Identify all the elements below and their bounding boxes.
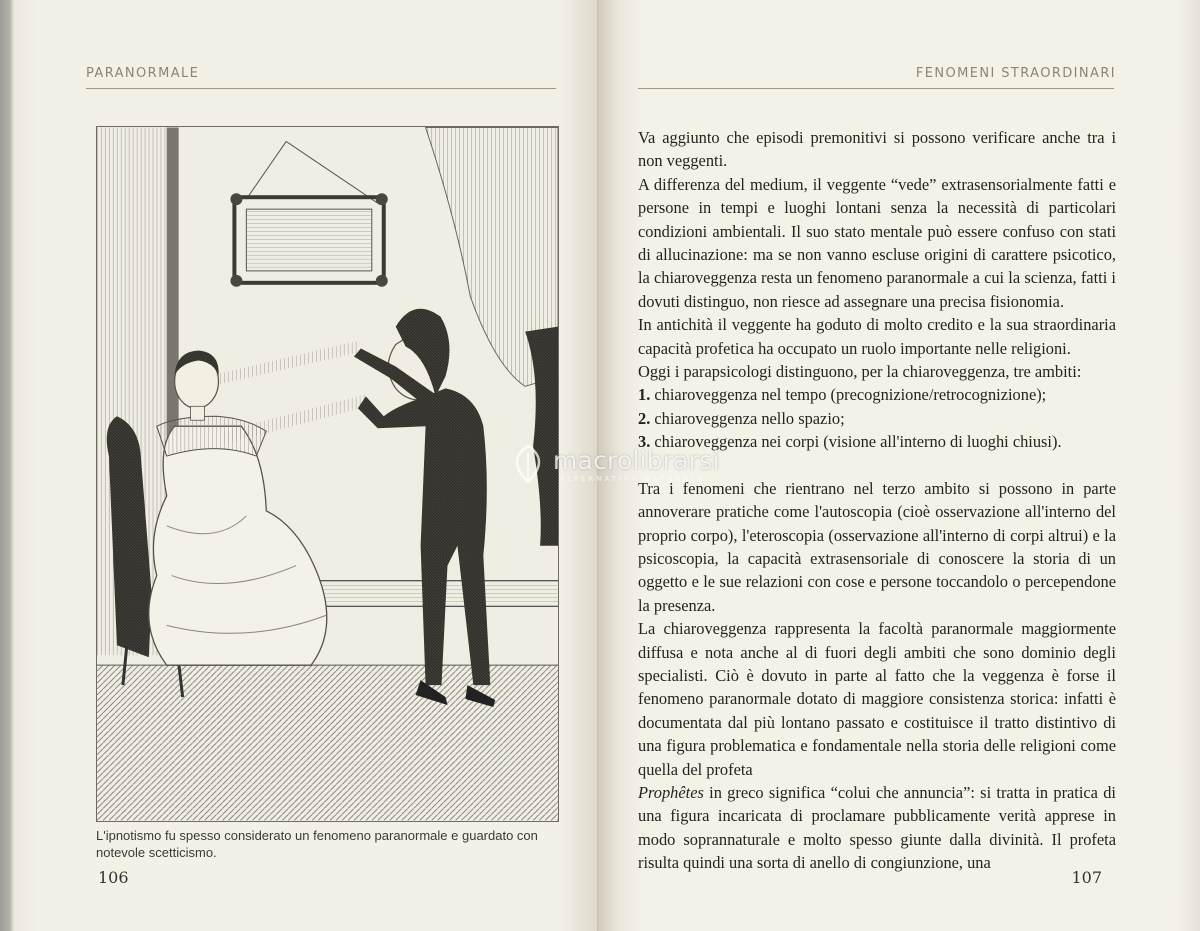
italic-term: Prophêtes <box>638 782 704 802</box>
body-text <box>638 126 1116 875</box>
engraving-illustration <box>96 126 559 822</box>
list-number: 1. <box>638 385 651 405</box>
figure-caption: L'ipnotismo fu spesso considerato un fenomeno paranormale e guardato con notevole scetticismo. <box>96 828 538 860</box>
paragraph: In antichità il veggente ha goduto di molto credito e la sua straordinaria capacità profetica ha occupato un ruolo importante nelle religioni. <box>638 315 1116 358</box>
running-head-left: PARANORMALE <box>86 66 200 81</box>
hypnotism-engraving <box>97 127 558 821</box>
list-text: chiaroveggenza nello spazio; <box>654 408 845 428</box>
paragraph <box>638 781 1116 875</box>
list-number: 2. <box>638 408 651 428</box>
header-rule-left <box>86 88 556 89</box>
list-text: chiaroveggenza nel tempo (precognizione/retrocognizione); <box>654 385 1047 405</box>
watermark-tagline: ALTERNATIVA NATURALE <box>560 475 706 483</box>
page-number-right: 107 <box>1071 868 1102 887</box>
page-number-left: 106 <box>98 868 129 887</box>
paragraph: A differenza del medium, il veggente “vede” extrasensorialmente fatti e persone in tempi e luoghi lontani senza la necessità di particolari condizioni ambientali. Il suo stato mentale può essere confuso con stati di allucinazione: ma se non vanno escluse origini di carattere psicotico, la chiaroveggenza resta un fenomeno paranormale a cui la scienza, fatti i dovuti distinguo, non riesce ad assegnare una precisa fisionomia. <box>638 174 1116 311</box>
paragraph: La chiaroveggenza rappresenta la facoltà paranormale maggiormente diffusa e nota anche al di fuori degli ambiti che sono dominio degli specialisti. Ciò è dovuto in parte al fatto che la veggenza è forse il fenomeno paranormale dotato di maggiore consistenza storica: infatti è documentata dal più lontano passato e costituisce il tratto distintivo di una figura problematica e fondamentale nella storia delle religioni come quella del profeta <box>638 619 1116 779</box>
watermark-brand: macrolibrarsi <box>553 446 720 475</box>
list-item <box>638 407 1116 430</box>
paragraph: Oggi i parapsicologi distinguono, per la chiaroveggenza, tre ambiti: <box>638 362 1082 382</box>
header-rule-right <box>638 88 1114 89</box>
paragraph: Tra i fenomeni che rientrano nel terzo ambito si possono in parte annoverare pratiche come l'autoscopia (cioè osservazione all'interno del proprio corpo), l'eteroscopia (osservazione all'interno di corpi altrui) e la psicoscopia, la capacità extrasensoriale di conoscere la storia di un oggetto e le sue relazioni con cose e persone toccandolo o percependone la presenza. <box>638 478 1116 615</box>
list-text: chiaroveggenza nei corpi (visione all'interno di luoghi chiusi). <box>654 432 1062 452</box>
list-number: 3. <box>638 432 651 452</box>
watermark-logo-icon <box>498 442 558 486</box>
paragraph: Va aggiunto che episodi premonitivi si possono verificare anche tra i non veggenti. <box>638 128 1116 171</box>
running-head-right: FENOMENI STRAORDINARI <box>915 66 1116 81</box>
paragraph-text: in greco significa “colui che annuncia”: si tratta in pratica di una figura incaricata di proclamare pubblicamente verità apprese in modo soprannaturale e molto spesso giunte dalla divinità. Il profeta risulta quindi una sorta di anello di congiunzione, una <box>638 782 1116 873</box>
list-item <box>638 383 1116 406</box>
